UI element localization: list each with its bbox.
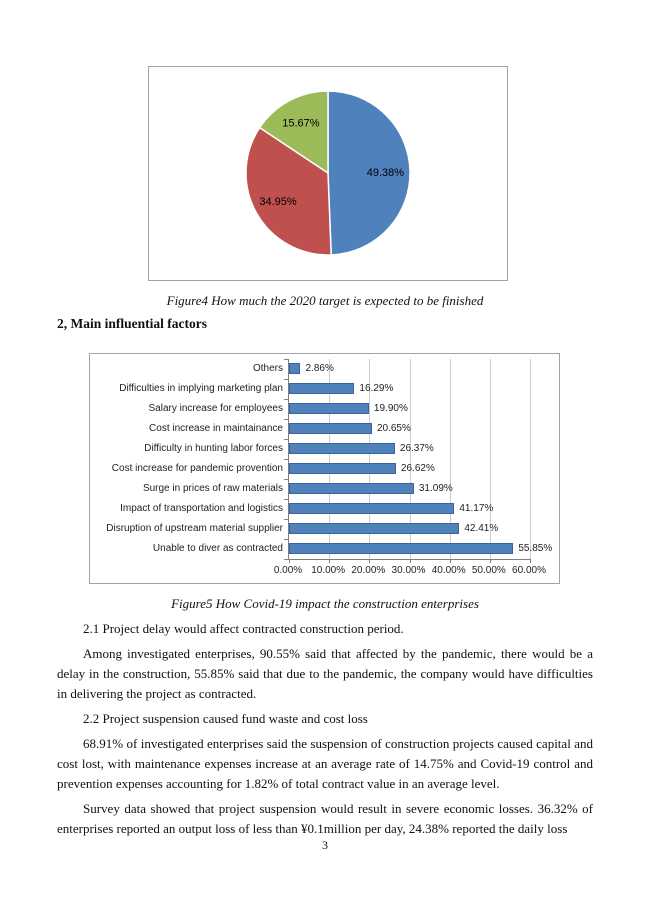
bar-category-label: Disruption of upstream material supplier — [106, 523, 283, 534]
x-axis-tick-label: 20.00% — [351, 565, 386, 576]
paragraph-survey-losses: Survey data showed that project suspension would result in severe economic losses. 36.32% of enterprises reported an output loss of less than ¥0.1million per day, 24.38% reported the daily loss — [57, 801, 593, 836]
bar — [289, 383, 354, 394]
x-axis-tick-label: 60.00% — [512, 565, 546, 576]
bar-category-label: Difficulties in implying marketing plan — [119, 383, 283, 394]
bar-category-label: Cost increase in maintainance — [149, 423, 283, 434]
bar-category-label: Impact of transportation and logistics — [120, 503, 283, 514]
x-axis-tick-label: 30.00% — [391, 565, 426, 576]
bar-value-label: 2.86% — [305, 363, 334, 374]
pie-data-label: 15.67% — [282, 117, 320, 130]
bar — [289, 503, 454, 514]
pie-chart-canvas — [149, 67, 507, 280]
bar-row — [289, 419, 530, 439]
bar-category-label: Salary increase for employees — [148, 403, 283, 414]
bar-row — [289, 539, 553, 559]
bar-value-label: 42.41% — [464, 523, 499, 534]
paragraph-fund-waste: 68.91% of investigated enterprises said the suspension of construction projects caused capital and cost lost, with maintenance expenses increase at an average rate of 14.75% and Covid-19 control and prevention expenses accounting for 1.82% of total contract value in an average level. — [57, 736, 593, 791]
axis-tick — [329, 559, 330, 563]
bar-row — [289, 399, 530, 419]
x-axis-tick-label: 10.00% — [311, 565, 346, 576]
x-axis-tick-label: 0.00% — [273, 565, 303, 576]
bar-row — [289, 459, 530, 479]
bar — [289, 363, 300, 374]
bar — [289, 463, 396, 474]
axis-tick — [490, 559, 491, 563]
axis-tick — [530, 559, 531, 563]
bar — [289, 403, 369, 414]
paragraph-project-delay: Among investigated enterprises, 90.55% said that affected by the pandemic, there would be a delay in the construction, 55.85% said that due to the pandemic, the company would have difficulties in delivering the project as contracted. — [57, 646, 593, 701]
bar-category-label: Difficulty in hunting labor forces — [144, 443, 283, 454]
bar-value-label: 55.85% — [518, 543, 553, 554]
bar-row — [289, 359, 530, 379]
bar-row — [289, 479, 530, 499]
bar-value-label: 26.62% — [400, 463, 435, 474]
bar-row — [289, 379, 530, 399]
bar-value-axis — [273, 565, 546, 580]
pie-data-label: 34.95% — [259, 196, 297, 209]
bar-value-label: 16.29% — [359, 383, 394, 394]
x-axis-tick-label: 50.00% — [471, 565, 506, 576]
bar-category-label: Others — [252, 363, 283, 374]
subsection-2-1-heading: 2.1 Project delay would affect contracted construction period. — [83, 621, 404, 636]
bar — [289, 483, 414, 494]
bar — [289, 543, 513, 554]
body-text — [57, 619, 593, 844]
bar-value-label: 20.65% — [376, 423, 411, 434]
bar — [289, 523, 459, 534]
axis-tick — [450, 559, 451, 563]
page-number: 3 — [322, 838, 328, 852]
figure4-caption: Figure4 How much the 2020 target is expected to be finished — [166, 293, 484, 308]
bar-row — [289, 439, 530, 459]
bar-row — [289, 499, 530, 519]
bar-value-label: 41.17% — [459, 503, 494, 514]
bar-category-axis — [90, 359, 283, 559]
figure5-bar-chart-frame — [89, 353, 560, 584]
pie-data-label: 49.38% — [366, 166, 405, 179]
axis-tick — [369, 559, 370, 563]
bar — [289, 443, 395, 454]
axis-tick — [289, 559, 290, 563]
axis-tick — [410, 559, 411, 563]
x-axis-tick-label: 40.00% — [431, 565, 466, 576]
figure5-caption: Figure5 How Covid-19 impact the construction enterprises — [171, 596, 479, 611]
bar-category-label: Unable to diver as contracted — [152, 543, 283, 554]
bar-value-label: 19.90% — [373, 403, 408, 414]
bar-category-label: Cost increase for pandemic provention — [111, 463, 283, 474]
subsection-2-2-heading: 2.2 Project suspension caused fund waste and cost loss — [83, 711, 368, 726]
bar-row — [289, 519, 530, 539]
bar-plot-area — [288, 359, 553, 560]
bar-category-label: Surge in prices of raw materials — [142, 483, 283, 494]
gridline — [530, 359, 531, 559]
figure4-pie-chart-frame — [148, 66, 508, 281]
section-heading: 2, Main influential factors — [57, 316, 207, 331]
bar — [289, 423, 372, 434]
bar-value-label: 31.09% — [418, 483, 453, 494]
bar-value-label: 26.37% — [399, 443, 434, 454]
